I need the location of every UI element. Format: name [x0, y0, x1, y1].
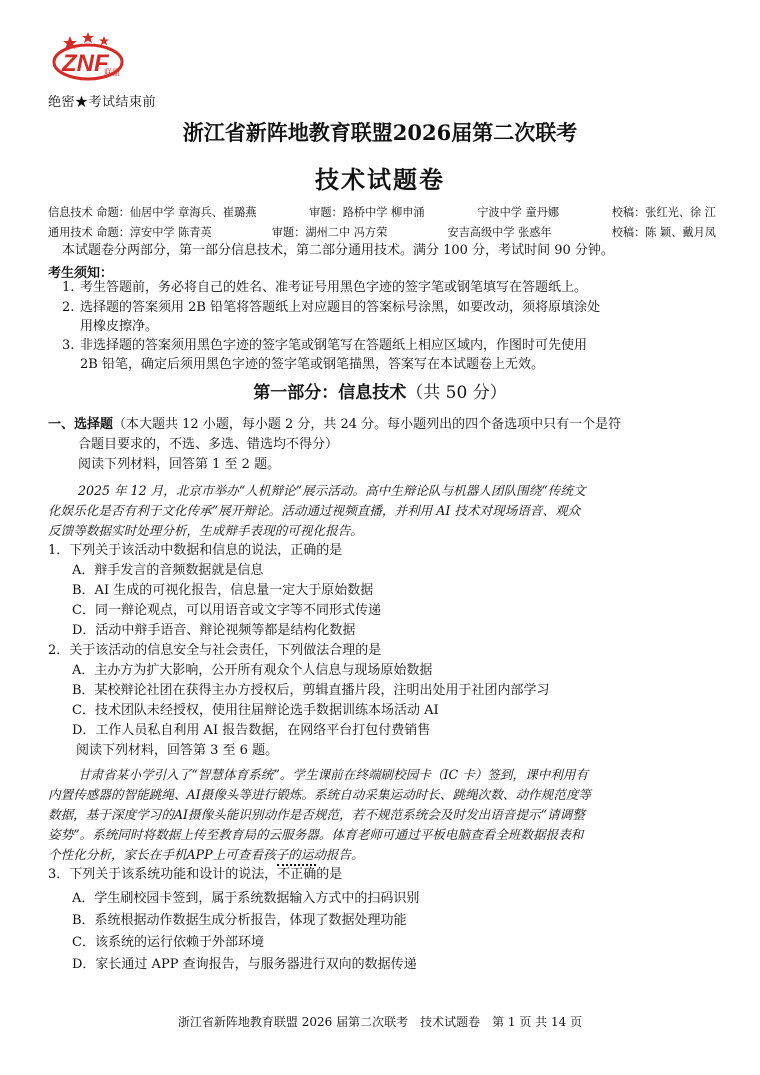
intro-text: 本试题卷分两部分，第一部分信息技术，第二部分通用技术。满分 100 分，考试时间 90 分钟。 [62, 243, 614, 258]
logo-text: ZNF [62, 50, 109, 77]
material-line: 数据，基于深度学习的AI摄像头能识别动作是否规范，若不规范系统会及时发出语音提示“请调整 [48, 807, 585, 822]
reading-instruction-2: 阅读下列材料，回答第 3 至 6 题。 [76, 743, 279, 758]
material-line: 个性化分析，家长在手机APP上可查看孩子的运动报告。 [48, 847, 364, 862]
material-line: 内置传感器的智能跳绳、AI摄像头等进行锻炼。系统自动采集运动时长、跳绳次数、动作规范度等 [48, 787, 592, 802]
notice-line: 非选择题的答案须用黑色字迹的签字笔或钢笔写在答题纸上相应区域内，作图时可先使用 [80, 338, 588, 353]
exam-title: 浙江省新阵地教育联盟2026届第二次联考 [182, 120, 578, 145]
exam-subtitle: 技术试题卷 [315, 165, 445, 194]
credit-item: 信息技术 命题：仙居中学 章海兵、崔璐燕 [48, 206, 257, 219]
question-1-option-d: D．活动中辩手语音、辩论视频等都是结构化数据 [72, 623, 356, 638]
notice-number: 1. [62, 280, 75, 295]
credit-item: 宁波中学 童丹娜 [477, 206, 560, 219]
question-2-option-d: D．工作人员私自利用 AI 报告数据，在网络平台打包付费销售 [72, 723, 431, 738]
notice-line: 选择题的答案须用 2B 铅笔将答题纸上对应题目的答案标号涂黑，如要改动，须将原填涂处 [80, 300, 601, 315]
question-3-option-b: B．系统根据动作数据生成分析报告，体现了数据处理功能 [72, 913, 407, 928]
question-3-option-c: C．该系统的运行依赖于外部环境 [72, 935, 264, 950]
material-line: 化娱乐化是否有利于文化传承”展开辩论。活动通过视频直播，并利用 AI 技术对现场语音、观众 [48, 503, 581, 518]
notice-item-1 [62, 278, 718, 297]
question-3-stem [48, 865, 718, 885]
material-line: 甘肃省某小学引入了“智慧体育系统”。学生课前在终端刷校园卡（IC 卡）签到，课中利用有 [78, 767, 589, 782]
notice-line: 2B 铅笔，确定后须用黑色字迹的签字笔或钢笔描黑，答案写在本试题卷上无效。 [80, 357, 544, 372]
confidential-mark: 绝密★考试结束前 [48, 95, 157, 110]
page-footer: 浙江省新阵地教育联盟 2026 届第二次联考 技术试题卷 第 1 页 共 14 页 [177, 1015, 583, 1029]
logo-subtext: 联盟 [104, 68, 120, 77]
part-score: （共 50 分） [406, 383, 507, 403]
credit-row-gt [48, 224, 716, 240]
material-line: 反馈等数据实时处理分析，生成辩手表现的可视化报告。 [48, 523, 363, 538]
section-desc: （本大题共 12 小题，每小题 2 分，共 24 分。每小题列出的四个备选项中只有一个是符 [113, 417, 622, 432]
material-line: 姿势”。系统同时将数据上传至教育局的云服务器。体育老师可通过平板电脑查看全班数据报表和 [48, 827, 584, 842]
credit-item: 校稿：陈 颖、戴月凤 [611, 226, 716, 239]
reading-instruction: 阅读下列材料，回答第 1 至 2 题。 [78, 457, 281, 472]
credit-row-it [48, 204, 716, 220]
notice-line: 用橡皮擦净。 [80, 319, 159, 334]
question-2-stem: 2．关于该活动的信息安全与社会责任，下列做法合理的是 [48, 643, 382, 658]
question-1-option-b: B．AI 生成的可视化报告，信息量一定大于原始数据 [72, 583, 374, 598]
material-two [48, 765, 718, 865]
notice-line: 考生答题前，务必将自己的姓名、准考证号用黑色字迹的签字笔或钢笔填写在答题纸上。 [80, 280, 588, 295]
alliance-logo [48, 30, 130, 86]
question-2-option-c: C．技术团队未经授权，使用往届辩论选手数据训练本场活动 AI [72, 703, 439, 718]
notice-item-3 [62, 336, 718, 374]
credit-item: 审题：路桥中学 柳申涌 [309, 206, 425, 219]
part-one-title [0, 378, 760, 403]
section-one-header [48, 415, 718, 475]
material-line: 2025 年 12 月，北京市举办“人机辩论”展示活动。高中生辩论队与机器人团队围绕“传统文 [78, 483, 586, 498]
emphasis-text: 不正确 [277, 864, 316, 882]
question-stem-text: 的是 [316, 867, 343, 882]
question-3-option-d: D．家长通过 APP 查询报告，与服务器进行双向的数据传递 [72, 957, 417, 972]
question-1-stem: 1．下列关于该活动中数据和信息的说法，正确的是 [48, 543, 343, 558]
credit-item: 审题：湖州二中 冯方荣 [271, 226, 388, 239]
question-3-option-a: A．学生刷校园卡签到，属于系统数据输入方式中的扫码识别 [72, 891, 420, 906]
notice-item-2 [62, 298, 718, 336]
notice-heading: 考生须知： [48, 266, 114, 281]
question-1-option-c: C．同一辩论观点，可以用语音或文字等不同形式传递 [72, 603, 381, 618]
section-desc: 合题目要求的，不选、多选、错选均不得分） [78, 437, 339, 452]
credit-item: 安吉高级中学 张惑年 [447, 226, 552, 239]
question-2-option-b: B．某校辩论社团在获得主办方授权后，剪辑直播片段，注明出处用于社团内部学习 [72, 683, 550, 698]
material-one [48, 481, 718, 541]
question-1-option-a: A．辩手发言的音频数据就是信息 [72, 563, 264, 578]
notice-number: 2. [62, 300, 75, 315]
credit-item: 校稿：张红光、徐 江 [611, 206, 716, 219]
credit-item: 通用技术 命题：淳安中学 陈青英 [48, 226, 212, 239]
part-title-text: 第一部分：信息技术 [253, 383, 407, 403]
section-label: 一、选择题 [48, 417, 114, 432]
notice-number: 3. [62, 338, 75, 353]
question-2-option-a: A．主办方为扩大影响，公开所有观众个人信息与现场原始数据 [72, 663, 433, 678]
question-stem-text: 3．下列关于该系统功能和设计的说法， [48, 867, 278, 882]
